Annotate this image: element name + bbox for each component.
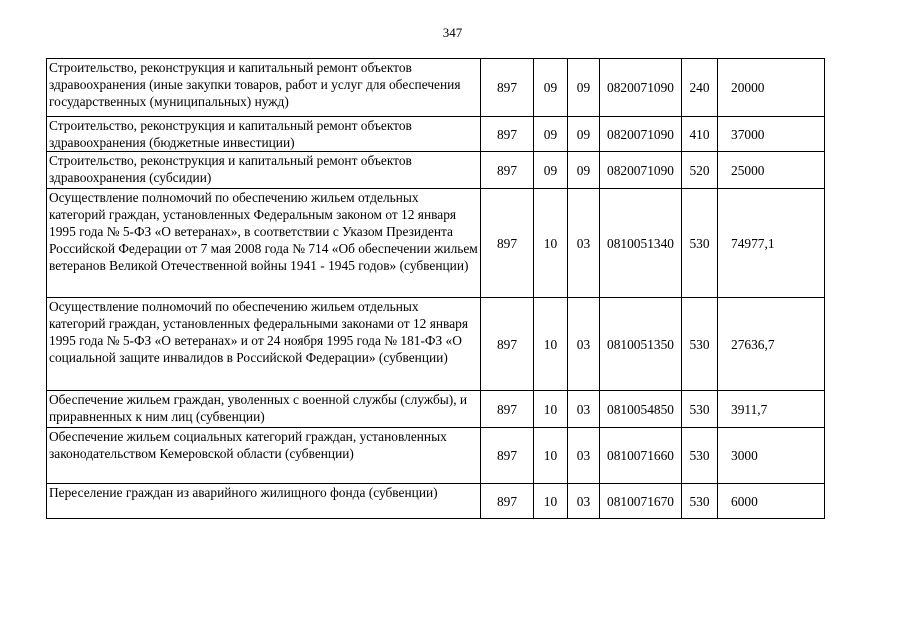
amount: 74977,1 [718, 189, 825, 298]
subsection-code: 09 [568, 117, 600, 152]
grbs-code: 897 [481, 391, 534, 428]
row-description: Обеспечение жильем социальных категорий граждан, установленных законодательством Кемеровской области (субвенции) [47, 428, 481, 484]
expense-type-code: 530 [682, 428, 718, 484]
expense-type-code: 530 [682, 298, 718, 391]
table-row [47, 428, 825, 484]
grbs-code: 897 [481, 428, 534, 484]
amount: 37000 [718, 117, 825, 152]
section-code: 10 [534, 484, 568, 519]
subsection-code: 03 [568, 428, 600, 484]
expense-type-code: 520 [682, 152, 718, 189]
grbs-code: 897 [481, 189, 534, 298]
amount: 3000 [718, 428, 825, 484]
expense-type-code: 530 [682, 484, 718, 519]
table-row [47, 152, 825, 189]
expense-type-code: 240 [682, 59, 718, 117]
target-article-code: 0810054850 [600, 391, 682, 428]
target-article-code: 0820071090 [600, 152, 682, 189]
subsection-code: 03 [568, 298, 600, 391]
amount: 6000 [718, 484, 825, 519]
section-code: 09 [534, 59, 568, 117]
subsection-code: 03 [568, 391, 600, 428]
page-number: 347 [442, 25, 463, 40]
row-description: Переселение граждан из аварийного жилищного фонда (субвенции) [47, 484, 481, 519]
target-article-code: 0810071660 [600, 428, 682, 484]
row-description: Строительство, реконструкция и капитальный ремонт объектов здравоохранения (бюджетные инвестиции) [47, 117, 481, 152]
grbs-code: 897 [481, 59, 534, 117]
section-code: 10 [534, 391, 568, 428]
target-article-code: 0810051350 [600, 298, 682, 391]
grbs-code: 897 [481, 152, 534, 189]
table-row [47, 189, 825, 298]
grbs-code: 897 [481, 484, 534, 519]
target-article-code: 0820071090 [600, 117, 682, 152]
subsection-code: 09 [568, 152, 600, 189]
row-description: Осуществление полномочий по обеспечению жильем отдельных категорий граждан, установленных Федеральным законом от 12 января 1995 года № 5-ФЗ «О ветеранах», в соответствии с Указом Президента Российской Федерации от 7 мая 2008 года № 714 «Об обеспечении жильем ветеранов Великой Отечественной войны 1941 - 1945 годов» (субвенции) [47, 189, 481, 298]
target-article-code: 0820071090 [600, 59, 682, 117]
row-description: Обеспечение жильем граждан, уволенных с военной службы (службы), и приравненных к ним лиц (субвенции) [47, 391, 481, 428]
target-article-code: 0810071670 [600, 484, 682, 519]
expense-type-code: 530 [682, 189, 718, 298]
table-row [47, 117, 825, 152]
section-code: 10 [534, 428, 568, 484]
amount: 20000 [718, 59, 825, 117]
table-row [47, 59, 825, 117]
amount: 25000 [718, 152, 825, 189]
grbs-code: 897 [481, 117, 534, 152]
table-row [47, 298, 825, 391]
section-code: 10 [534, 189, 568, 298]
expense-type-code: 410 [682, 117, 718, 152]
target-article-code: 0810051340 [600, 189, 682, 298]
section-code: 10 [534, 298, 568, 391]
section-code: 09 [534, 117, 568, 152]
expense-type-code: 530 [682, 391, 718, 428]
subsection-code: 09 [568, 59, 600, 117]
table-row [47, 391, 825, 428]
subsection-code: 03 [568, 484, 600, 519]
section-code: 09 [534, 152, 568, 189]
table-row [47, 484, 825, 519]
amount: 3911,7 [718, 391, 825, 428]
subsection-code: 03 [568, 189, 600, 298]
grbs-code: 897 [481, 298, 534, 391]
amount: 27636,7 [718, 298, 825, 391]
row-description: Осуществление полномочий по обеспечению жильем отдельных категорий граждан, установленных федеральными законами от 12 января 1995 года № 5-ФЗ «О ветеранах» и от 24 ноября 1995 года № 181-ФЗ «О социальной защите инвалидов в Российской Федерации» (субвенции) [47, 298, 481, 391]
budget-table [46, 58, 825, 519]
row-description: Строительство, реконструкция и капитальный ремонт объектов здравоохранения (иные закупки товаров, работ и услуг для обеспечения государственных (муниципальных) нужд) [47, 59, 481, 117]
row-description: Строительство, реконструкция и капитальный ремонт объектов здравоохранения (субсидии) [47, 152, 481, 189]
